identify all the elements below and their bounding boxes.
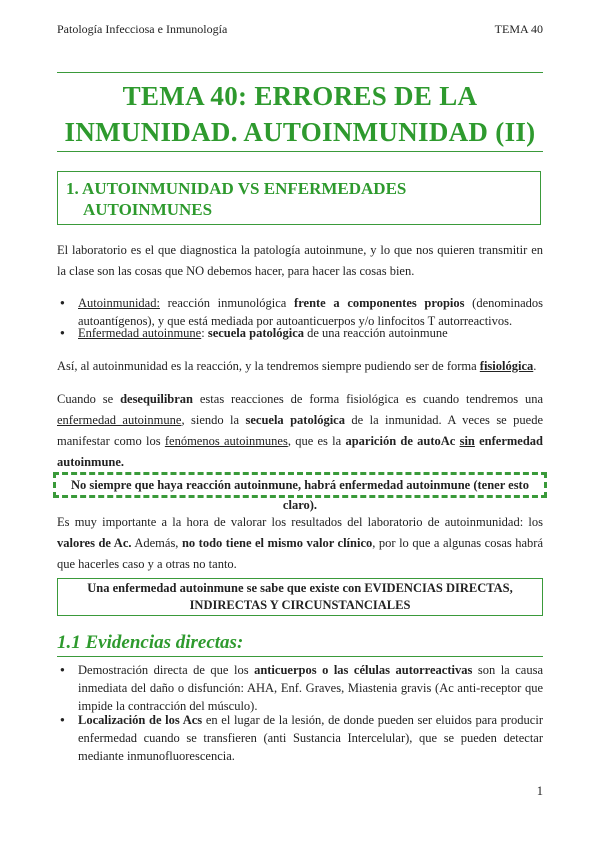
header-right: TEMA 40 bbox=[494, 22, 543, 36]
title-top-rule bbox=[57, 72, 543, 73]
bold-text: desequilibran bbox=[120, 392, 193, 406]
page-number: 1 bbox=[536, 784, 543, 798]
section-heading-line-2: AUTOINMUNES bbox=[83, 200, 213, 219]
bullet-term: Enfermedad autoinmune bbox=[78, 326, 202, 340]
subsection-heading: 1.1 Evidencias directas: bbox=[57, 632, 244, 653]
section-heading-line-1: 1. AUTOINMUNIDAD VS ENFERMEDADES bbox=[66, 179, 407, 198]
text: de la inmunidad. A veces se puede manifestar como los bbox=[57, 413, 543, 448]
bold-text: Localización de los Acs bbox=[78, 713, 203, 727]
text: Es muy importante a la hora de valorar los resultados del laboratorio de autoinmunidad: los bbox=[57, 515, 543, 529]
underlined-text: enfermedad autoinmune bbox=[57, 413, 182, 427]
title-bottom-rule bbox=[57, 151, 543, 152]
bold-text: aparición de autoAc bbox=[345, 434, 456, 448]
bold-underlined-text: sin bbox=[459, 434, 475, 448]
section-heading bbox=[66, 178, 406, 220]
bullet-text: (denominados autoantígenos), y que está mediada por autoanticuerpos y/o linfocitos T autorreactivos. bbox=[78, 296, 543, 328]
title-line-1: TEMA 40: ERRORES DE LA bbox=[122, 81, 478, 111]
bullet-text: de una reacción autoinmune bbox=[304, 326, 448, 340]
evidence-bullet-2 bbox=[78, 711, 543, 765]
page-title bbox=[57, 78, 543, 150]
bold-text: no todo tiene el mismo valor clínico bbox=[181, 536, 373, 550]
intro-paragraph: El laboratorio es el que diagnostica la patología autoinmune, y lo que nos quieren transmitir en la clase son las cosas que NO debemos hacer, para hacer las cosas bien. bbox=[57, 243, 543, 278]
values-paragraph bbox=[57, 512, 543, 575]
bullet-text: : bbox=[201, 326, 208, 340]
subsection-rule bbox=[57, 656, 543, 657]
imbalance-paragraph bbox=[57, 389, 543, 473]
text: , siendo la bbox=[181, 413, 246, 427]
text: en el lugar de la lesión, de donde pueden ser eluidos para producir enfermedad cuando se transfieren (anti Sustancia Intercelular), que se pueden detectar mediante inmunofluorescencia. bbox=[78, 713, 543, 763]
bullet-term: Autoinmunidad: bbox=[78, 296, 160, 310]
bold-text: valores de Ac. bbox=[57, 536, 132, 550]
physiology-paragraph bbox=[57, 356, 543, 377]
section-heading-box bbox=[57, 171, 541, 225]
note-line-1: Una enfermedad autoinmune se sabe que existe con EVIDENCIAS DIRECTAS, bbox=[87, 581, 513, 595]
bullet-text: reacción inmunológica bbox=[159, 296, 295, 310]
text: Así, al autoinmunidad es la reacción, y la tendremos siempre pudiendo ser de forma bbox=[57, 359, 480, 373]
text: Además, bbox=[131, 536, 182, 550]
text: Cuando se bbox=[57, 392, 121, 406]
text: Demostración directa de que los bbox=[78, 663, 255, 677]
text: , por lo que a algunas cosas habrá que hacerles caso y a otras no tanto. bbox=[57, 536, 544, 571]
underlined-text: fenómenos autoinmunes bbox=[164, 434, 288, 448]
dashed-note-box: No siempre que haya reacción autoinmune, habrá enfermedad autoinmune (tener esto claro). bbox=[53, 472, 547, 498]
bullet-bold: frente a componentes propios bbox=[294, 296, 465, 310]
bullet-bold: secuela patológica bbox=[207, 326, 304, 340]
text: . bbox=[533, 359, 537, 373]
note-line-2: INDIRECTAS Y CIRCUNSTANCIALES bbox=[189, 598, 411, 612]
evidence-note-box bbox=[57, 578, 543, 616]
text: estas reacciones de forma fisiológica es cuando tendremos una bbox=[193, 392, 543, 406]
header-left: Patología Infecciosa e Inmunología bbox=[57, 22, 228, 36]
bold-text: secuela patológica bbox=[245, 413, 345, 427]
text: , que es la bbox=[287, 434, 346, 448]
bold-underlined-text: fisiológica bbox=[479, 359, 534, 373]
bold-text: anticuerpos o las células autorreactivas bbox=[254, 663, 473, 677]
bullet-enfermedad-autoinmune bbox=[78, 324, 543, 342]
evidence-bullet-1 bbox=[78, 661, 543, 715]
bold-text: enfermedad autoinmune. bbox=[57, 434, 544, 469]
title-line-2: INMUNIDAD. AUTOINMUNIDAD (II) bbox=[64, 117, 536, 147]
text: son la causa inmediata del daño o disfunción: AHA, Enf. Graves, Miastenia gravis (Ac anti-receptor que impide la contracción del músculo). bbox=[78, 663, 543, 713]
